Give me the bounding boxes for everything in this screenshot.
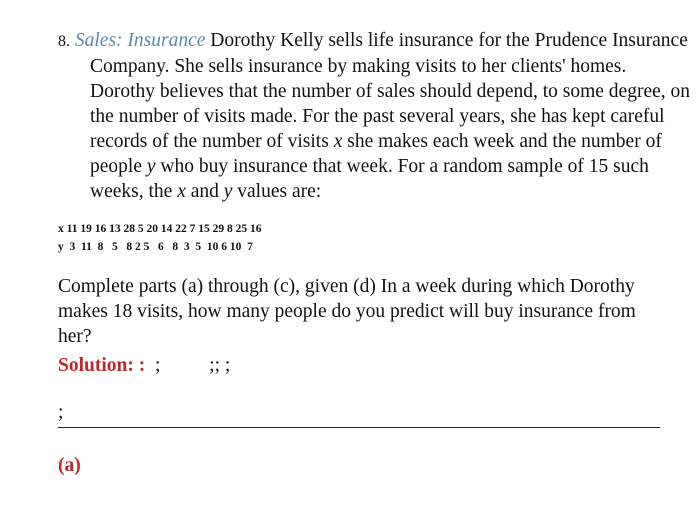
variable-x: x — [333, 131, 343, 152]
problem-text-part-2: she makes each week and the number of people — [90, 131, 662, 177]
x-values-row: x 11 19 16 13 28 5 20 14 22 7 15 29 8 25 16 — [58, 223, 262, 235]
solution-line — [58, 353, 658, 378]
problem-text-part-1: Dorothy Kelly sells life insurance for the Prudence Insurance Company. She sells insurance by making visits to her clients' homes. Dorothy believes that the number of sales should depend, to some degree, on the number of visits made. For the past several years, she has kept careful records of the number of visits — [90, 30, 691, 152]
problem-topic: Sales: Insurance — [74, 30, 206, 51]
solution-marks: ; ;; ; — [145, 355, 231, 376]
solution-label: Solution: : — [58, 355, 146, 376]
variable-y-2: y — [223, 181, 233, 202]
horizontal-rule — [58, 427, 660, 428]
variable-x-2: x — [177, 181, 186, 202]
problem-text-part-5: values are: — [232, 181, 322, 202]
problem-statement — [58, 28, 690, 204]
task-text: Complete parts (a) through (c), given (d) In a week during which Dorothy makes 18 visits, how many people do you predict will buy insurance from her? — [58, 276, 636, 347]
part-a-label: (a) — [58, 455, 81, 476]
separator-mark: ; — [58, 402, 64, 423]
y-values-row: y 3 11 8 5 8 2 5 6 8 3 5 10 6 10 7 — [58, 241, 253, 253]
problem-text-part-4: and — [185, 181, 224, 202]
problem-text-part-3: who buy insurance that week. For a random sample of 15 such weeks, the — [90, 156, 649, 202]
problem-number: 8. — [58, 33, 70, 50]
variable-y: y — [146, 156, 156, 177]
